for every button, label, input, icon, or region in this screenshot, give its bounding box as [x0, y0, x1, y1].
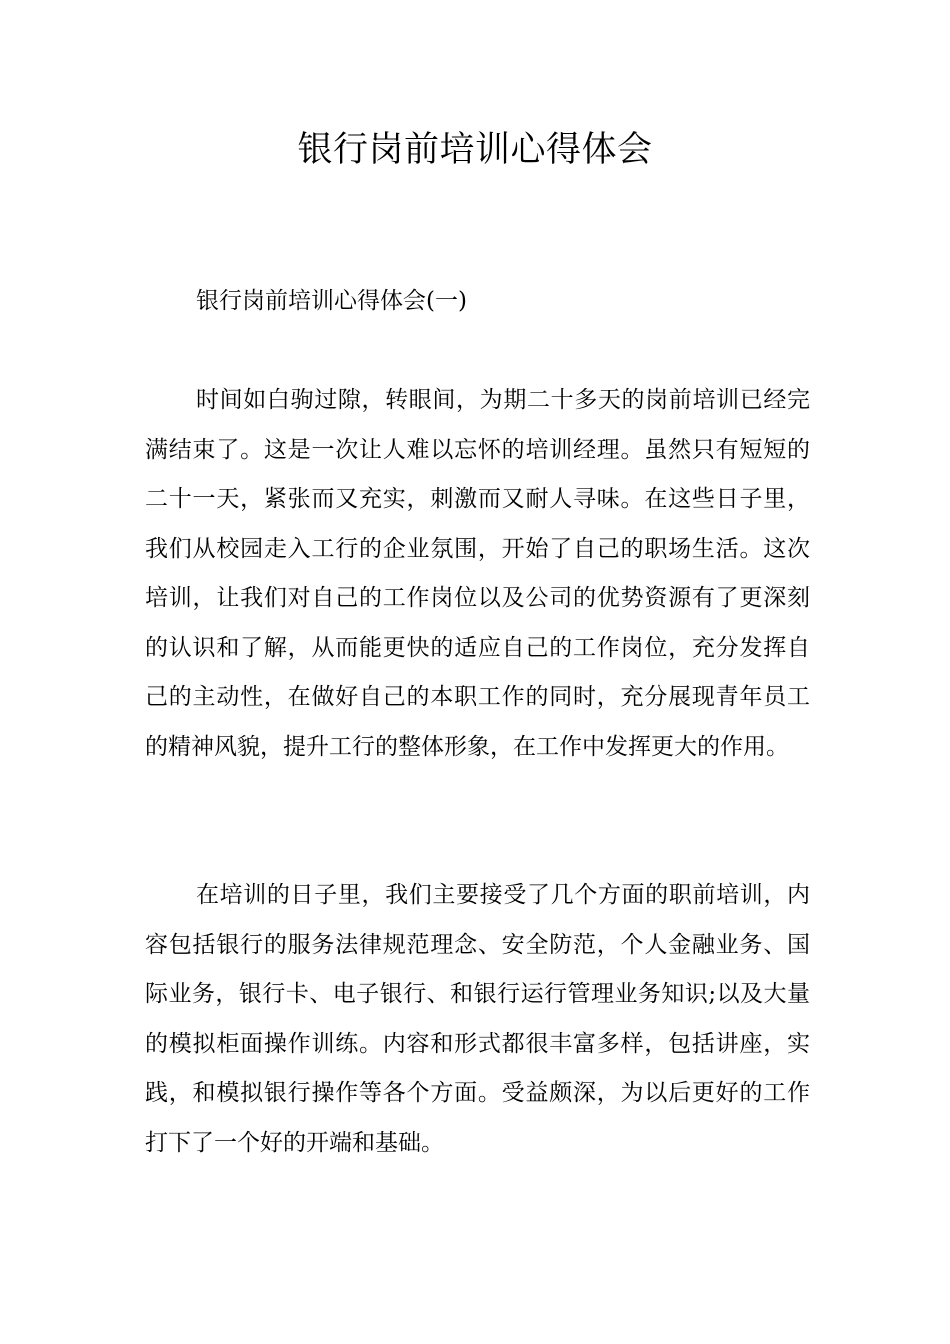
document-title: 银行岗前培训心得体会: [297, 130, 653, 170]
paragraph-2: 在培训的日子里，我们主要接受了几个方面的职前培训，内容包括银行的服务法律规范理念、安全防范，个人金融业务、国际业务，银行卡、电子银行、和银行运行管理业务知识;以及大量的模拟柜面操作训练。内容和形式都很丰富多样，包括讲座，实践，和模拟银行操作等各个方面。受益颇深，为以后更好的工作打下了一个好的开端和基础。: [145, 882, 810, 1156]
section-heading: 银行岗前培训心得体会(一): [196, 288, 467, 314]
paragraph-1: 时间如白驹过隙，转眼间，为期二十多天的岗前培训已经完满结束了。这是一次让人难以忘怀的培训经理。虽然只有短短的二十一天，紧张而又充实，刺激而又耐人寻味。在这些日子里，我们从校园走入工行的企业氛围，开始了自己的职场生活。这次培训，让我们对自己的工作岗位以及公司的优势资源有了更深刻的认识和了解，从而能更快的适应自己的工作岗位，充分发挥自己的主动性，在做好自己的本职工作的同时，充分展现青年员工的精神风貌，提升工行的整体形象，在工作中发挥更大的作用。: [145, 387, 810, 760]
